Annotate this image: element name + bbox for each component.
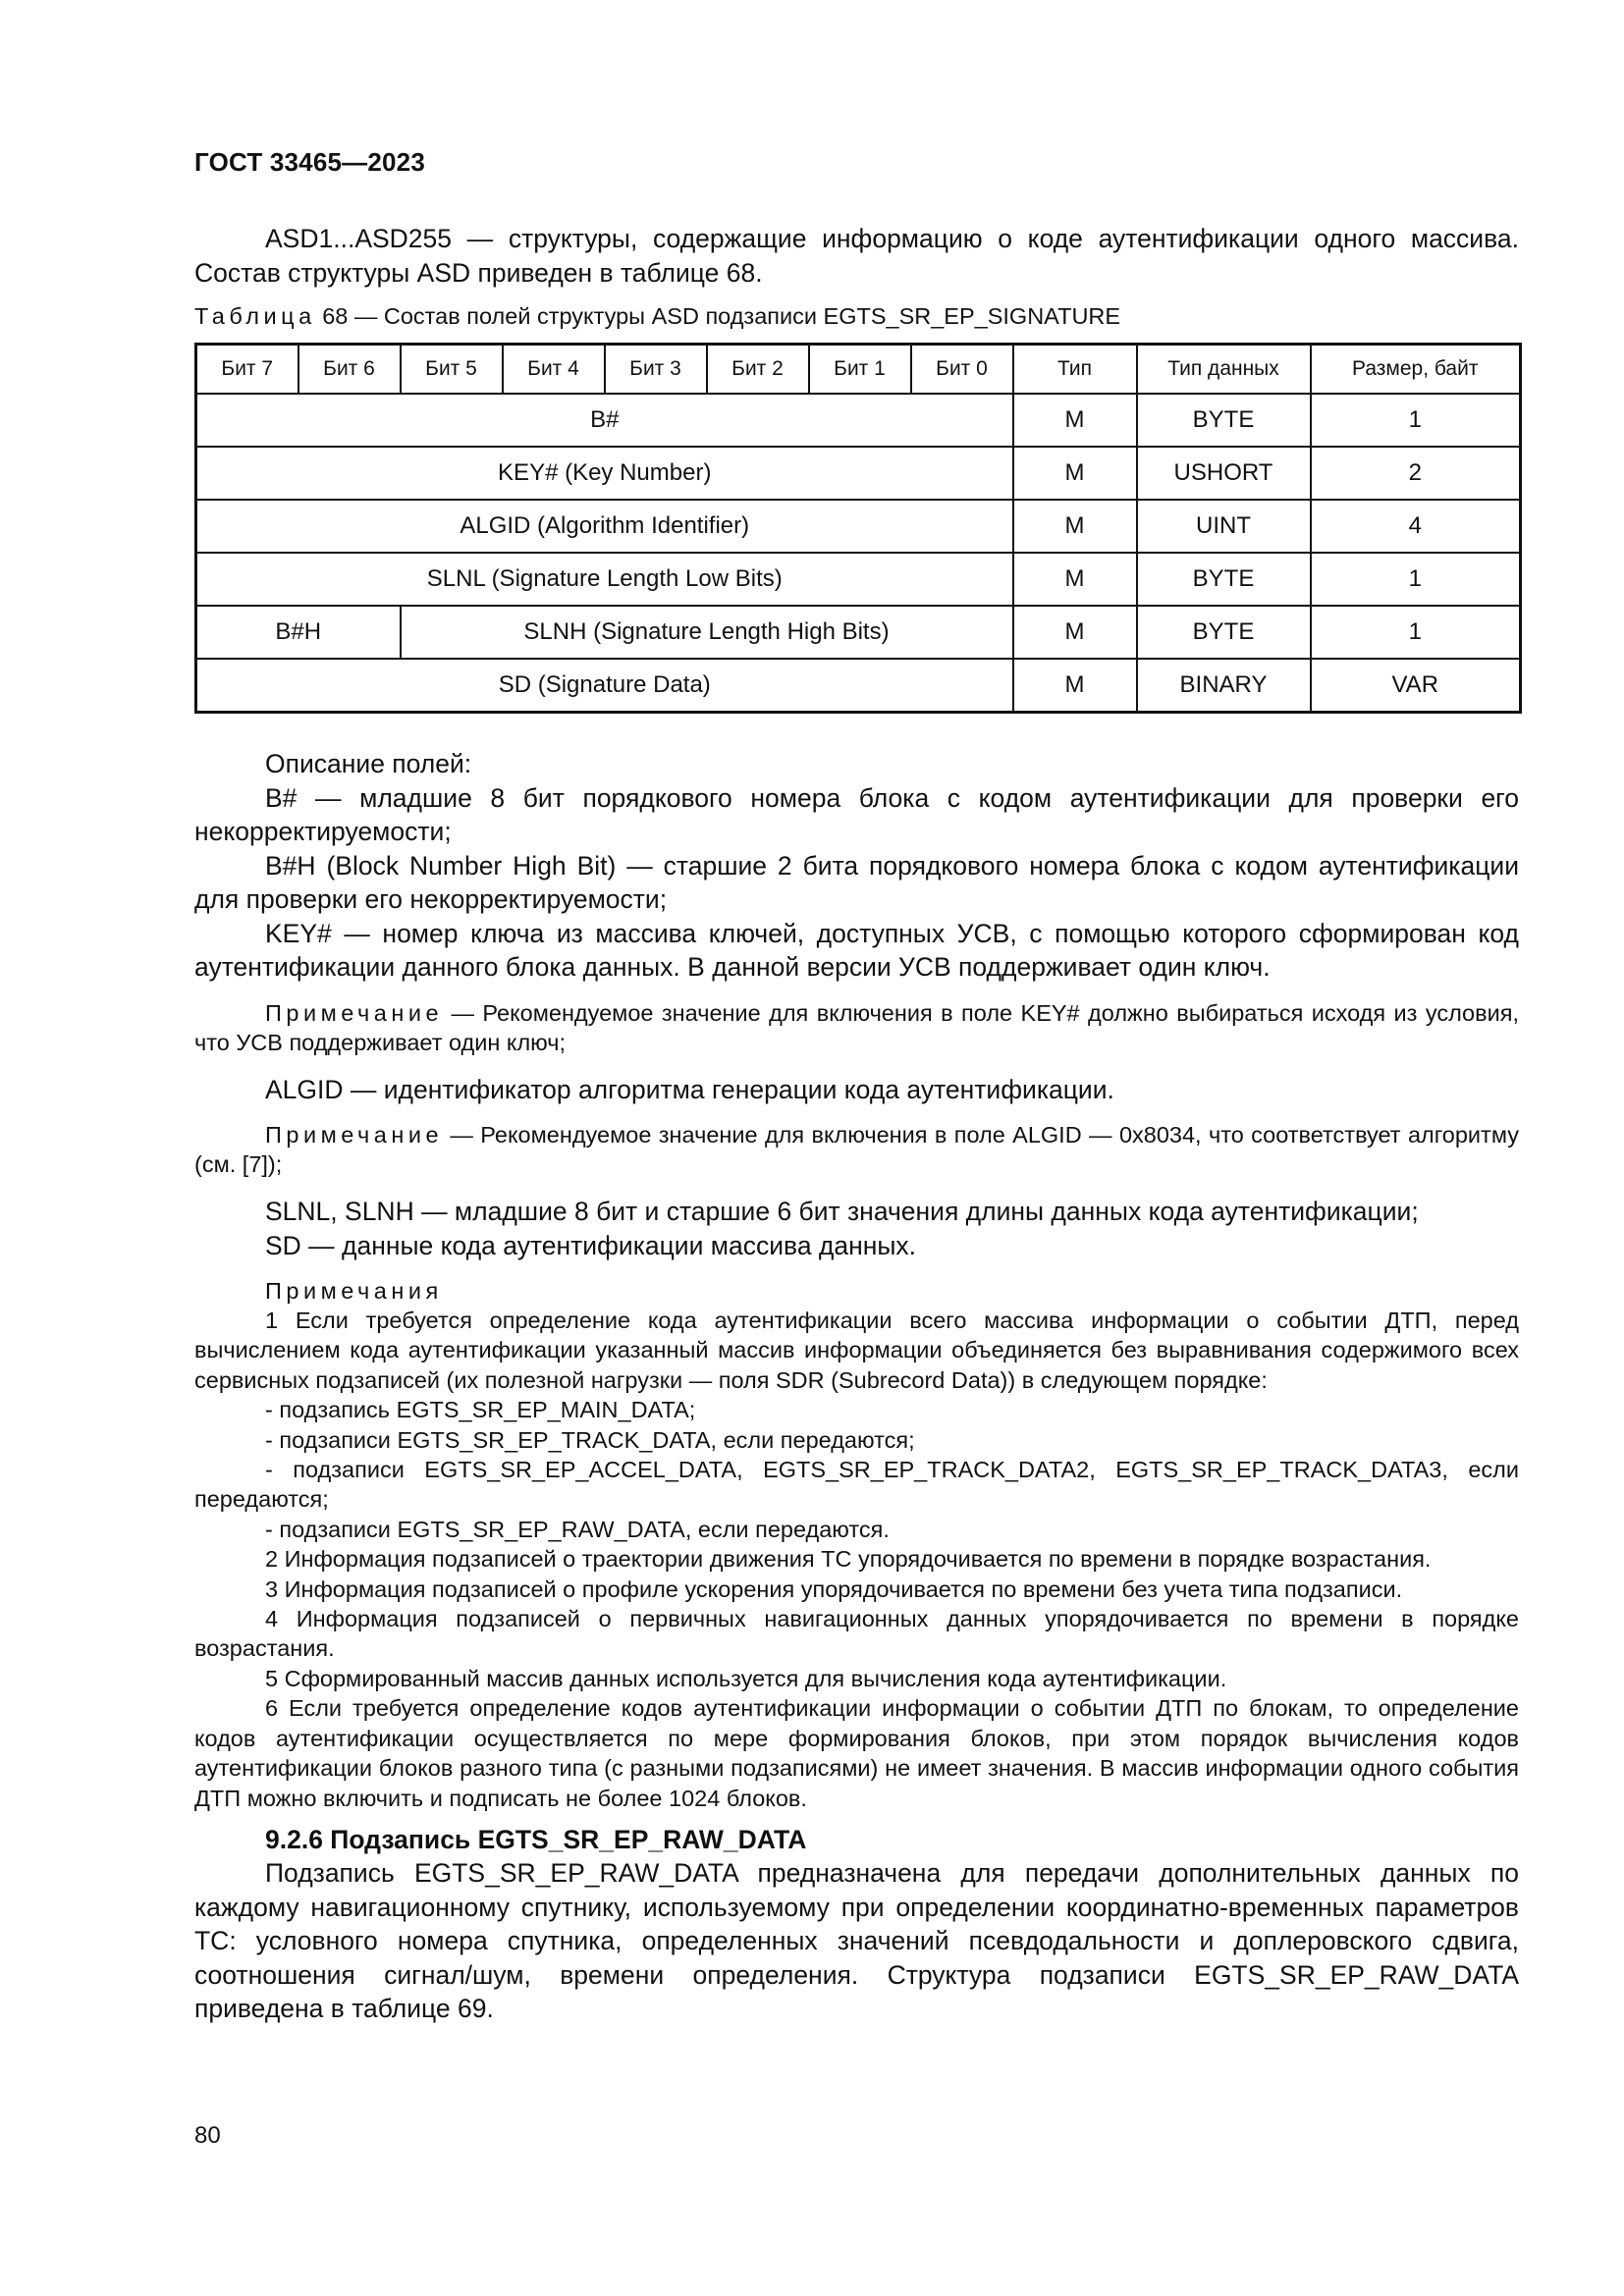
cell-size: 1 <box>1311 606 1521 659</box>
cell-name: SLNL (Signature Length Low Bits) <box>196 553 1013 606</box>
document-header: ГОСТ 33465—2023 <box>194 147 425 177</box>
field-algid: ALGID — идентификатор алгоритма генерации кода аутентификации. <box>265 1074 1114 1104</box>
table-caption <box>194 301 1519 331</box>
cell-name: KEY# (Key Number) <box>196 447 1013 500</box>
cell-size: VAR <box>1311 659 1521 713</box>
cell-type: M <box>1013 447 1137 500</box>
table-row <box>196 500 1521 553</box>
note-item: - подзаписи EGTS_SR_EP_RAW_DATA, если передаются. <box>265 1516 890 1542</box>
header-bit5: Бит 5 <box>401 345 503 395</box>
cell-name: B# <box>196 394 1013 447</box>
header-size: Размер, байт <box>1311 345 1521 395</box>
section-paragraph: Подзапись EGTS_SR_EP_RAW_DATA предназначена для передачи дополнительных данных по каждому навигационному спутнику, используемому при определении координатно-временных параметров ТС: условного номера спутника, определенных значений псевдодальности и доплеровского сдвига, соотношения сигнал/шум, времени определения. Структура подзаписи EGTS_SR_EP_RAW_DATA приведена в таблице 69. <box>194 1858 1519 2024</box>
note-item: 2 Информация подзаписей о траектории движения ТС упорядочивается по времени в порядке возрастания. <box>265 1546 1432 1573</box>
header-bit7: Бит 7 <box>196 345 298 395</box>
cell-prefix: B#H <box>196 606 401 659</box>
note-item: 3 Информация подзаписей о профиле ускорения упорядочивается по времени без учета типа подзаписи. <box>265 1575 1403 1602</box>
cell-size: 4 <box>1311 500 1521 553</box>
note-item: - подзапись EGTS_SR_EP_MAIN_DATA; <box>265 1397 696 1423</box>
note-text: — Рекомендуемое значение для включения в поле KEY# должно выбираться исходя из условия, что УСВ поддерживает один ключ; <box>194 999 1519 1055</box>
header-datatype: Тип данных <box>1137 345 1311 395</box>
asd-structure-table <box>194 343 1522 714</box>
cell-size: 1 <box>1311 553 1521 606</box>
page-number: 80 <box>194 2122 221 2149</box>
cell-datatype: USHORT <box>1137 447 1311 500</box>
field-sd: SD — данные кода аутентификации массива данных. <box>265 1230 917 1260</box>
header-bit0: Бит 0 <box>911 345 1013 395</box>
note-item: 6 Если требуется определение кодов аутентификации информации о событии ДТП по блокам, то определение кодов аутентификации осуществляется по мере формирования блоков, при этом порядок вычисления кодов аутентификации блоков разного типа (с разными подзаписями) не имеет значения. В массив информации одного события ДТП можно включить и подписать не более 1024 блоков. <box>194 1695 1519 1811</box>
header-type: Тип <box>1013 345 1137 395</box>
note-text: — Рекомендуемое значение для включения в поле ALGID — 0x8034, что соответствует алгоритму (см. [7]); <box>194 1122 1519 1177</box>
field-bh: B#H (Block Number High Bit) — старшие 2 бита порядкового номера блока с кодом аутентификации для проверки его некорректируемости; <box>194 850 1519 914</box>
header-bit3: Бит 3 <box>605 345 707 395</box>
notes-title: Примечания <box>265 1278 443 1304</box>
note-item: 1 Если требуется определение кода аутентификации всего массива информации о событии ДТП, перед вычислением кода аутентификации указанный массив информации объединяется без выравнивания содержимого всех сервисных подзаписей (их полезной нагрузки — поля SDR (Subrecord Data)) в следующем порядке: <box>194 1308 1519 1393</box>
notes-block <box>194 1276 1519 1813</box>
table-row <box>196 394 1521 447</box>
table-caption-prefix: Таблица <box>194 303 316 329</box>
cell-datatype: UINT <box>1137 500 1311 553</box>
note-item: - подзаписи EGTS_SR_EP_TRACK_DATA, если передаются; <box>265 1426 915 1453</box>
note-label: Примечание <box>265 1122 444 1148</box>
field-b: B# — младшие 8 бит порядкового номера блока с кодом аутентификации для проверки его некорректируемости; <box>194 782 1519 846</box>
page-content <box>194 222 1519 2026</box>
header-bit2: Бит 2 <box>707 345 809 395</box>
table-row <box>196 447 1521 500</box>
cell-type: M <box>1013 606 1137 659</box>
cell-type: M <box>1013 659 1137 713</box>
field-sln: SLNL, SLNH — младшие 8 бит и старшие 6 бит значения длины данных кода аутентификации; <box>265 1197 1419 1226</box>
cell-name: ALGID (Algorithm Identifier) <box>196 500 1013 553</box>
cell-size: 2 <box>1311 447 1521 500</box>
table-row <box>196 606 1521 659</box>
note-key <box>194 998 1519 1057</box>
note-item: 5 Сформированный массив данных используется для вычисления кода аутентификации. <box>265 1665 1227 1691</box>
note-item: - подзаписи EGTS_SR_EP_ACCEL_DATA, EGTS_SR_EP_TRACK_DATA2, EGTS_SR_EP_TRACK_DATA3, если передаются; <box>194 1457 1519 1513</box>
header-bit1: Бит 1 <box>809 345 911 395</box>
table-caption-text: 68 — Состав полей структуры ASD подзаписи EGTS_SR_EP_SIGNATURE <box>322 303 1121 329</box>
table-row <box>196 553 1521 606</box>
cell-name: SLNH (Signature Length High Bits) <box>401 606 1013 659</box>
section-heading: 9.2.6 Подзапись EGTS_SR_EP_RAW_DATA <box>265 1824 807 1854</box>
table-row <box>196 659 1521 713</box>
cell-datatype: BYTE <box>1137 606 1311 659</box>
cell-datatype: BINARY <box>1137 659 1311 713</box>
header-bit6: Бит 6 <box>298 345 401 395</box>
table-header-row <box>196 345 1521 395</box>
intro-paragraph: ASD1...ASD255 — структуры, содержащие информацию о коде аутентификации одного массива. Состав структуры ASD приведен в таблице 68. <box>194 224 1519 288</box>
note-item: 4 Информация подзаписей о первичных навигационных данных упорядочивается по времени в порядке возрастания. <box>194 1606 1519 1662</box>
field-key: KEY# — номер ключа из массива ключей, доступных УСВ, с помощью которого сформирован код аутентификации данного блока данных. В данной версии УСВ поддерживает один ключ. <box>194 918 1519 982</box>
field-descriptions <box>194 747 1519 1262</box>
note-label: Примечание <box>265 999 444 1026</box>
cell-datatype: BYTE <box>1137 394 1311 447</box>
cell-type: M <box>1013 394 1137 447</box>
cell-type: M <box>1013 553 1137 606</box>
cell-datatype: BYTE <box>1137 553 1311 606</box>
cell-size: 1 <box>1311 394 1521 447</box>
fields-title: Описание полей: <box>265 749 472 778</box>
note-algid <box>194 1120 1519 1179</box>
cell-type: M <box>1013 500 1137 553</box>
cell-name: SD (Signature Data) <box>196 659 1013 713</box>
header-bit4: Бит 4 <box>503 345 605 395</box>
